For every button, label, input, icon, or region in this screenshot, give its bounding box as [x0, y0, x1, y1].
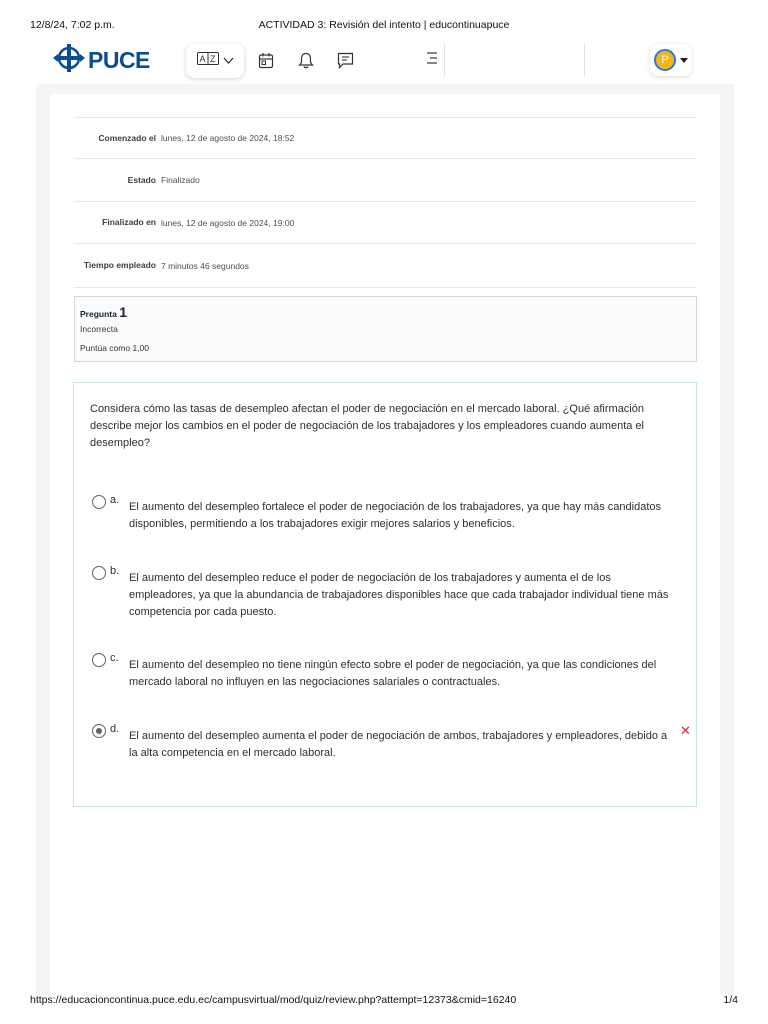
print-header — [30, 19, 738, 33]
summary-row-state — [74, 159, 697, 202]
chevron-down-icon — [223, 52, 234, 70]
summary-label: Comenzado el — [98, 132, 156, 143]
navbar-divider — [584, 44, 585, 76]
answer-letter: a. — [110, 494, 120, 506]
summary-label: Finalizado en — [102, 217, 156, 227]
answer-letter: d. — [110, 723, 120, 735]
attempt-summary-table — [74, 117, 697, 288]
radio-button-checked[interactable] — [92, 724, 106, 738]
print-page-number: 1/4 — [723, 994, 738, 1006]
chat-icon[interactable] — [335, 50, 355, 70]
question-number-value: 1 — [119, 304, 128, 320]
answer-text: El aumento del desempleo no tiene ningún efecto sobre el poder de negociación, ya que las condiciones del mercado laboral no influyen en las negociaciones salariales o contractuales. — [129, 659, 657, 688]
summary-value: lunes, 12 de agosto de 2024, 18:52 — [161, 133, 295, 143]
user-menu-button[interactable] — [650, 44, 692, 76]
svg-text:A: A — [199, 54, 206, 64]
summary-value: 7 minutos 46 segundos — [161, 260, 249, 271]
question-content-box — [73, 382, 697, 807]
answer-letter: c. — [110, 652, 119, 664]
question-state: Incorrecta — [80, 324, 118, 334]
summary-label: Estado — [127, 174, 156, 185]
radio-button[interactable] — [92, 495, 106, 509]
puce-logo[interactable] — [53, 45, 150, 75]
calendar-icon[interactable] — [256, 50, 276, 70]
answer-text: El aumento del desempleo reduce el poder de negociación de los trabajadores y aumenta el de los empleadores, ya que la abundancia de trabajadores disponibles hace que cada trabajador individual tiene más competencia por cada puesto. — [129, 572, 669, 618]
summary-value: Finalizado — [161, 175, 200, 185]
language-button[interactable] — [186, 44, 244, 78]
summary-row-started — [74, 118, 697, 159]
question-number — [80, 304, 691, 320]
answer-text: El aumento del desempleo fortalece el poder de negociación de los trabajadores, ya que hay más candidatos disponibles, permitiendo a los trabajadores exigir mejores salarios y beneficios. — [129, 501, 662, 530]
question-text: Considera cómo las tasas de desempleo afectan el poder de negociación en el mercado laboral. ¿Qué afirmación describe mejor los cambios en el poder de negociación de los trabajadores y los empleadores cuando aumenta el desempleo? — [90, 403, 644, 449]
radio-button[interactable] — [92, 653, 106, 667]
avatar: P — [654, 49, 676, 71]
logo-text: PUCE — [88, 46, 150, 73]
question-info-box — [74, 296, 697, 362]
incorrect-icon: ✕ — [680, 723, 691, 738]
bell-icon[interactable] — [296, 50, 316, 70]
question-grade: Puntúa como 1,00 — [80, 343, 149, 353]
menu-lines-icon[interactable] — [426, 51, 438, 70]
answer-text: El aumento del desempleo aumenta el poder de negociación de ambos, trabajadores y empleadores, debido a la alta competencia en el mercado laboral. — [129, 730, 668, 759]
caret-down-icon — [680, 58, 688, 63]
question-prefix: Pregunta — [80, 309, 117, 319]
print-date: 12/8/24, 7:02 p.m. — [30, 19, 115, 31]
summary-label: Tiempo empleado — [83, 260, 156, 270]
print-title: ACTIVIDAD 3: Revisión del intento | educontinuapuce — [258, 19, 510, 31]
puce-cross-icon — [53, 43, 85, 78]
translate-icon — [197, 52, 219, 70]
svg-text:Z: Z — [209, 54, 215, 64]
summary-row-time — [74, 244, 697, 288]
summary-value: lunes, 12 de agosto de 2024, 19:00 — [161, 217, 295, 228]
navbar-divider — [444, 44, 445, 76]
navbar — [50, 40, 718, 80]
radio-button[interactable] — [92, 566, 106, 580]
summary-row-finished — [74, 202, 697, 244]
answer-letter: b. — [110, 565, 120, 577]
print-url: https://educacioncontinua.puce.edu.ec/campusvirtual/mod/quiz/review.php?attempt=12373&cmid=16240 — [30, 994, 517, 1006]
